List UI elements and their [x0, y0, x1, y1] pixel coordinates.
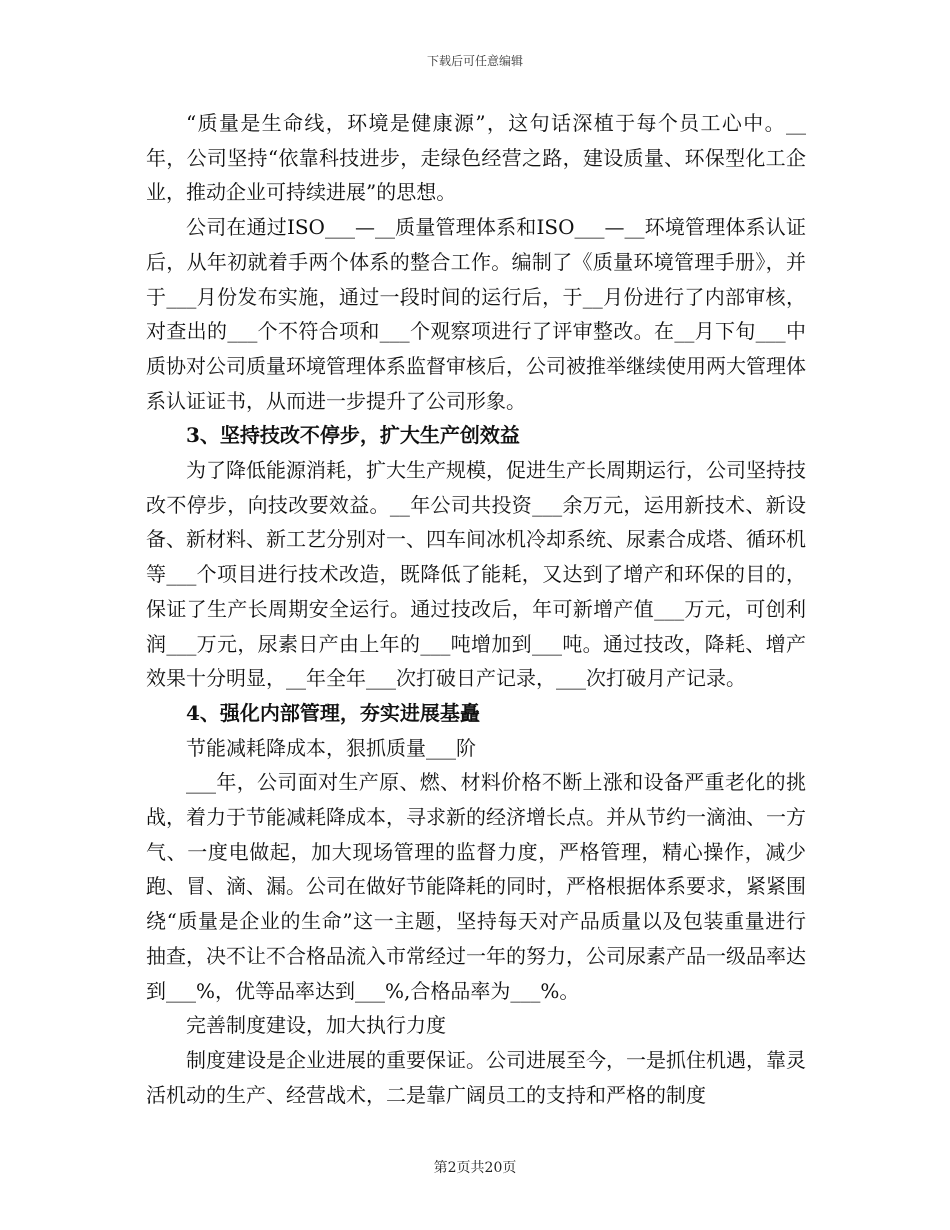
paragraph-energy-saving: ___年，公司面对生产原、燃、材料价格不断上涨和设备严重老化的挑战，着力于节能减耗降成本，寻求新的经济增长点。并从节约一滴油、一方气、一度电做起，加大现场管理的监督力度，严格管理，精心操作，减少跑、冒、滴、漏。公司在做好节能降耗的同时，严格根据体系要求，紧紧围绕“质量是企业的生命”这一主题，坚持每天对产品质量以及包装重量进行抽查，决不让不合格品流入市常经过一年的努力，公司尿素产品一级品率达到___%，优等品率达到___%,合格品率为___%。	[146, 770, 806, 1003]
paragraph-iso-certification: 公司在通过ISO___—__质量管理体系和ISO___—__环境管理体系认证后，从年初就着手两个体系的整合工作。编制了《质量环境管理手册》，并于___月份发布实施，通过一段时间的运行后，于__月份进行了内部审核，对查出的___个不符合项和___个观察项进行了评审整改。在__月下旬___中质协对公司质量环境管理体系监督审核后，公司被推举继续使用两大管理体系认证证书，从而进一步提升了公司形象。	[146, 215, 806, 413]
paragraph-system-importance: 制度建设是企业进展的重要保证。公司进展至今，一是抓住机遇，靠灵活机动的生产、经营战术，二是靠广阔员工的支持和严格的制度	[146, 1047, 806, 1107]
section-heading-3: 3、坚持技改不停步，扩大生产创效益	[186, 423, 520, 448]
subheading-cost-reduction: 节能减耗降成本，狠抓质量___阶	[186, 735, 476, 760]
page-number-footer: 第2页共20页	[433, 1160, 517, 1176]
paragraph-tech-upgrade: 为了降低能源消耗，扩大生产规模，促进生产长周期运行，公司坚持技改不停步，向技改要效益。__年公司共投资___余万元，运用新技术、新设备、新材料、新工艺分别对一、四车间冰机冷却系统、尿素合成塔、循环机等___个项目进行技术改造，既降低了能耗，又达到了增产和环保的目的，保证了生产长周期安全运行。通过技改后，年可新增产值___万元，可创利润___万元，尿素日产由上年的___吨增加到___吨。通过技改，降耗、增产效果十分明显，__年全年___次打破日产记录，___次打破月产记录。	[146, 458, 806, 691]
page-header-note: 下载后可任意编辑	[426, 54, 523, 68]
subheading-system-building: 完善制度建设，加大执行力度	[186, 1013, 446, 1038]
document-body	[146, 106, 806, 1112]
paragraph-quality-motto: “质量是生命线，环境是健康源”，这句话深植于每个员工心中。__年，公司坚持“依靠科技进步，走绿色经营之路，建设质量、环保型化工企业，推动企业可持续进展”的思想。	[146, 111, 806, 205]
section-heading-4: 4、强化内部管理，夯实进展基矗	[186, 700, 480, 725]
